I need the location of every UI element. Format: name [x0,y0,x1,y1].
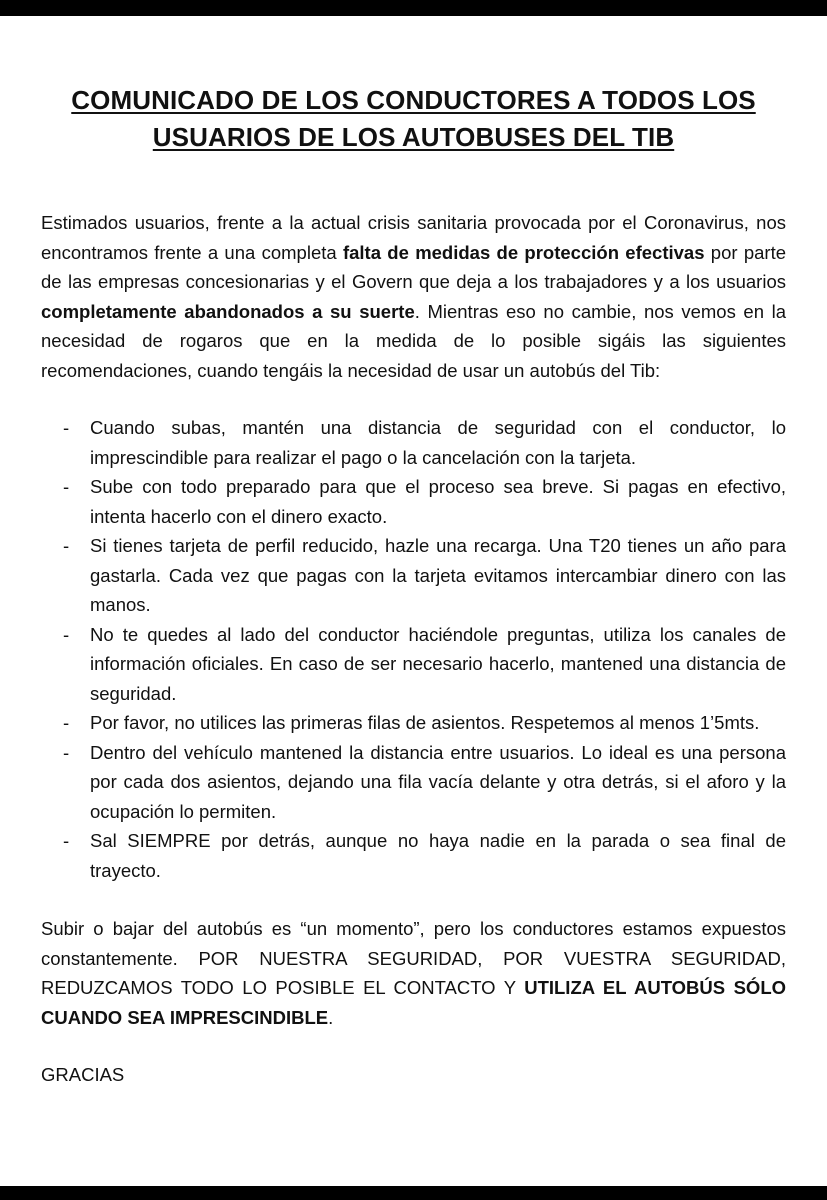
intro-bold-1: falta de medidas de protección efectivas [342,241,705,263]
list-item [41,413,786,472]
closing-text-2: . [328,1006,334,1028]
list-item [41,472,786,531]
bullet-dash: - [63,623,70,645]
list-item [41,531,786,620]
bullet-dash: - [63,535,70,556]
intro-text-2: por parte de las empresas concesionarias y el Govern que deja a los trabajadores y a los usuarios [41,241,787,292]
document-title [41,82,786,156]
intro-paragraph [41,208,786,385]
list-item-text: Si tienes tarjeta de perfil reducido, hazle una recarga. Una T20 tienes un año para gastarla. Cada vez que pagas con la tarjeta evitamos intercambiar dinero con las manos. [90,535,786,615]
intro-text-3: . Mientras eso no cambie, nos vemos en la necesidad de rogaros que en la medida de lo posible sigáis las siguientes recomendaciones, cuando tengáis la necesidad de usar un autobús del Tib: [41,300,786,381]
bullet-dash: - [63,417,70,438]
bullet-dash: - [63,712,70,733]
title-line-1: COMUNICADO DE LOS CONDUCTORES A TODOS LOS [71,85,756,115]
closing-text-1: Subir o bajar del autobús es “un momento”, pero los conductores estamos expuestos constantemente. POR NUESTRA SEGURIDAD, POR VUESTRA SEGURIDAD, REDUZCAMOS TODO LO POSIBLE EL CONTACTO Y [41,918,786,998]
document-body [41,82,786,1108]
list-item [41,620,786,709]
list-item-text: Sube con todo preparado para que el proceso sea breve. Si pagas en efectivo, intenta hacerlo con el dinero exacto. [90,476,786,527]
closing-paragraph [41,914,786,1032]
signature-text: GRACIAS [41,1064,125,1085]
list-item [41,826,786,885]
list-item-text: Por favor, no utilices las primeras filas de asientos. Respetemos al menos 1’5mts. [90,712,760,733]
list-item [41,708,786,738]
document-page [0,16,827,1186]
intro-bold-2: completamente abandonados a su suerte [41,300,415,322]
list-item-text: Cuando subas, mantén una distancia de seguridad con el conductor, lo imprescindible para realizar el pago o la cancelación con la tarjeta. [90,417,786,468]
bullet-dash: - [63,830,70,851]
title-line-2: USUARIOS DE LOS AUTOBUSES DEL TIB [152,122,675,152]
bullet-dash: - [63,741,70,763]
list-item-text: Sal SIEMPRE por detrás, aunque no haya nadie en la parada o sea final de trayecto. [90,830,786,881]
list-item-text: No te quedes al lado del conductor haciéndole preguntas, utiliza los canales de información oficiales. En caso de ser necesario hacerlo, mantened una distancia de seguridad. [90,623,786,704]
list-item [41,738,786,827]
intro-text-1: Estimados usuarios, frente a la actual crisis sanitaria provocada por el Coronavirus, nos encontramos frente a una completa [41,212,786,263]
bullet-dash: - [63,476,70,497]
list-item-text: Dentro del vehículo mantened la distancia entre usuarios. Lo ideal es una persona por cada dos asientos, dejando una fila vacía delante y otra detrás, si el aforo y la ocupación lo permiten. [90,741,786,822]
closing-bold: UTILIZA EL AUTOBÚS SÓLO CUANDO SEA IMPRESCINDIBLE [41,977,787,1028]
recommendations-list [41,413,786,885]
